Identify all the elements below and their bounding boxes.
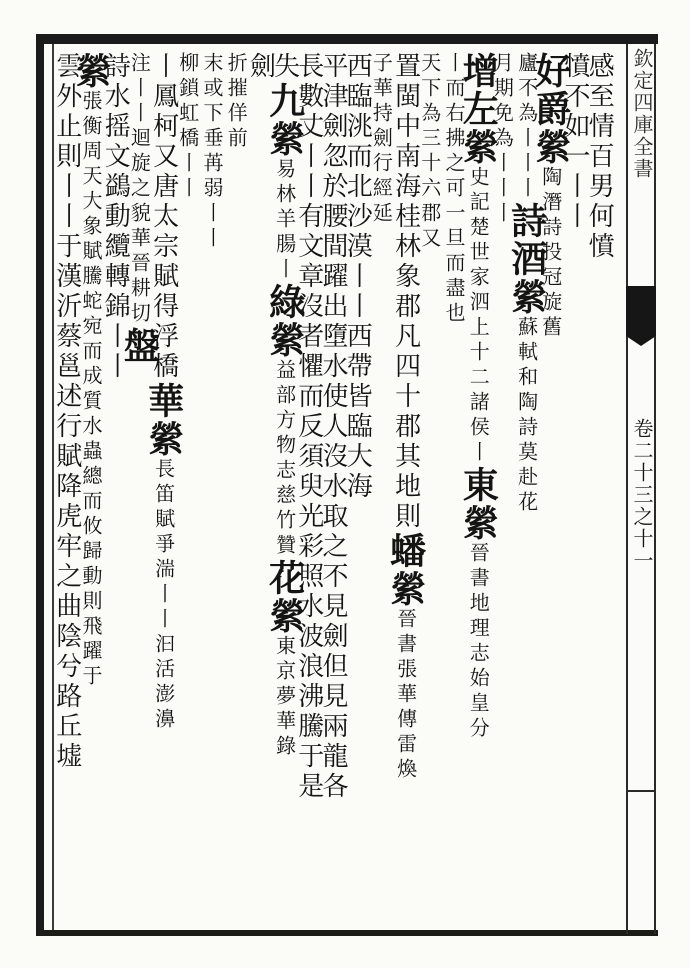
gutter-line-left [626,44,628,934]
frame-top-border [36,34,658,44]
entry-text: 感至情百男何憤 [584,52,615,262]
entry-text: 史記楚世家泗上十二諸侯丨 [466,166,491,466]
entry-text: 置閩中南海桂林象郡凡四十郡其地則 [390,52,421,532]
entry-text: 晉書地理志始皇分 [466,542,491,742]
text-column [441,52,475,922]
entry-heading: 九縈 [263,82,306,158]
entry-text: 平津劍忽於腰間躍出墮水使人沒水取之不見劍但見兩龍各 [317,52,348,802]
entry-text: 長笛賦爭湍丨丨汩活澎濞 [151,458,176,733]
entry-text: 西臨洮而北沙漠丨丨西帶皆臨大海 [342,52,373,502]
text-column [505,52,548,922]
entry-text: 張衡周天大象賦騰蛇宛而成質水蟲總而攸歸動則飛躍于 [78,90,103,690]
entry-text: 益部方物志慈竹贊 [272,359,297,559]
entry-text: 憤不如一丨丨 [559,52,590,232]
gutter-book-title: 欽定四庫全書 [630,48,654,180]
entry-text: 東京夢華錄 [272,635,297,760]
text-column [69,52,112,922]
entry-text: 丨而右拂之可一旦而盡也 [441,52,466,327]
entry-text: 易林羊腸丨 [272,158,297,283]
entry-text: 注丨丨迴旋之貌華晉耕切 [127,52,152,327]
entry-text: 廬不為丨丨丨 [514,52,539,202]
entry-text: 月期免為丨丨丨 [490,52,515,227]
text-column [51,52,88,922]
text-column [118,52,161,922]
text-column [245,52,281,922]
entry-text: 劍 [245,52,276,82]
text-column [263,52,306,922]
frame-left-border [36,34,44,936]
text-column [342,52,378,922]
text-column [175,52,209,922]
entry-text: 折摧佯前 [224,52,249,152]
text-column [224,52,257,922]
entry-heading: 好爵縈 [529,52,572,166]
gutter-line-right [654,44,656,934]
entry-text: 失 [269,52,300,82]
entry-text: 末或下垂苒弱丨丨 [199,52,224,252]
entry-text: 長數丈丨丨有文章沒者懼而反須臾光彩照水波浪沸騰于是 [293,52,324,802]
text-column [559,52,596,922]
entry-text: 柳鎖虹橋丨丨 [175,52,200,202]
text-column [142,52,185,922]
entry-heading: 縈 [69,52,112,90]
gutter-volume-label: 卷二十三之十一 [630,418,654,572]
text-column [100,52,136,922]
text-column [293,52,330,922]
entry-heading: 蟠縈 [384,532,427,608]
entry-text: 天下為三十六郡又 [417,52,442,252]
text-column [369,52,402,922]
entry-text: 丨鳳柯又唐太宗賦得浮橋 [148,52,179,382]
entry-text: 子華持劍行經延 [369,52,394,227]
entry-heading: 增左縈 [457,52,500,166]
entry-heading: 華縈 [142,382,185,458]
text-column [417,52,451,922]
text-column [199,52,233,922]
entry-heading: 綠縈 [263,283,306,359]
frame-bottom-border [36,930,658,936]
entry-text: 晉書張華傳雷煥 [393,608,418,783]
entry-heading: 東縈 [457,466,500,542]
entry-text: 蘇軾和陶詩莫赴花 [514,316,539,516]
text-column [529,52,572,922]
text-column [584,52,620,922]
text-column [317,52,354,922]
entry-text: 雲外止則丨丨于漢沂蔡邕述行賦降虎牢之曲陰兮路丘墟 [51,52,82,772]
text-column [490,52,523,922]
entry-heading: 詩酒縈 [505,202,548,316]
fishtail-mark-icon [626,286,656,336]
text-column [457,52,500,922]
entry-text: 陶潛詩投冠旋舊 [538,166,563,341]
entry-text: 詩水摇文鷁動纜轉錦丨丨 [100,52,131,382]
gutter-tick [628,790,654,792]
entry-heading: 盤 [118,327,161,365]
text-column [384,52,427,922]
entry-heading: 花縈 [263,559,306,635]
